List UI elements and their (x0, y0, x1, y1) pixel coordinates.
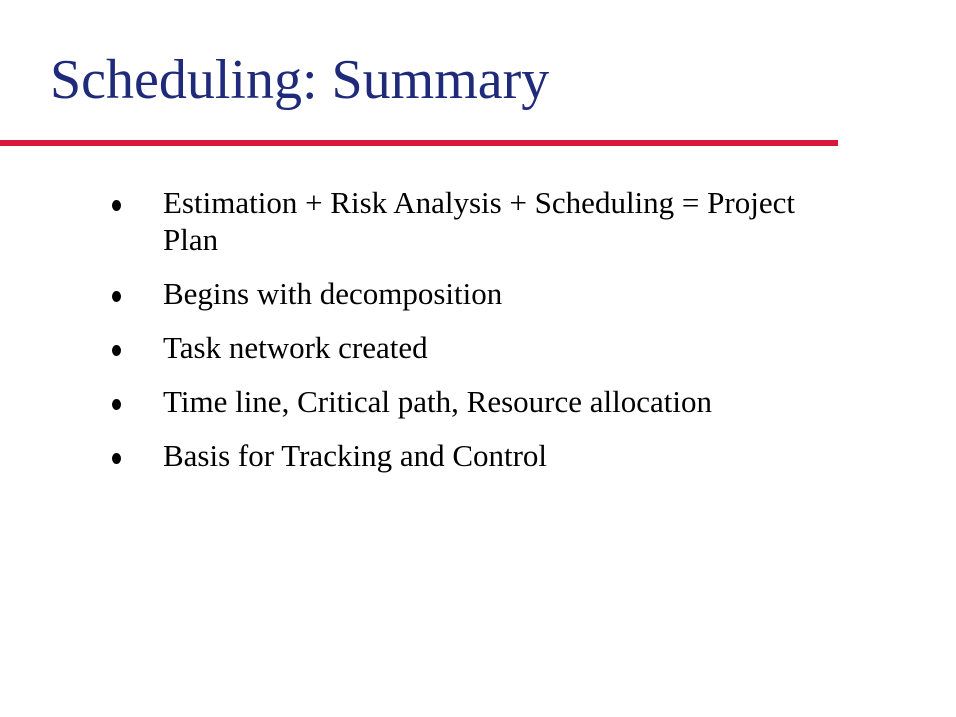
bullet-text: Begins with decomposition (163, 276, 503, 311)
bullet-item (112, 184, 842, 258)
bullet-item (112, 383, 842, 420)
bullet-dot-icon (112, 291, 121, 302)
bullet-dot-icon (112, 200, 121, 211)
bullet-text: Basis for Tracking and Control (163, 438, 548, 473)
bullet-list (112, 184, 842, 491)
slide-title: Scheduling: Summary (50, 49, 550, 111)
bullet-text: Time line, Critical path, Resource allocation (163, 384, 712, 419)
bullet-item (112, 329, 842, 366)
bullet-dot-icon (112, 345, 121, 356)
bullet-item (112, 275, 842, 312)
title-underline-rule (0, 140, 838, 146)
bullet-text: Estimation + Risk Analysis + Scheduling = Project Plan (163, 185, 795, 257)
bullet-item (112, 437, 842, 474)
bullet-text: Task network created (163, 330, 428, 365)
bullet-dot-icon (112, 399, 121, 410)
bullet-dot-icon (112, 453, 121, 464)
